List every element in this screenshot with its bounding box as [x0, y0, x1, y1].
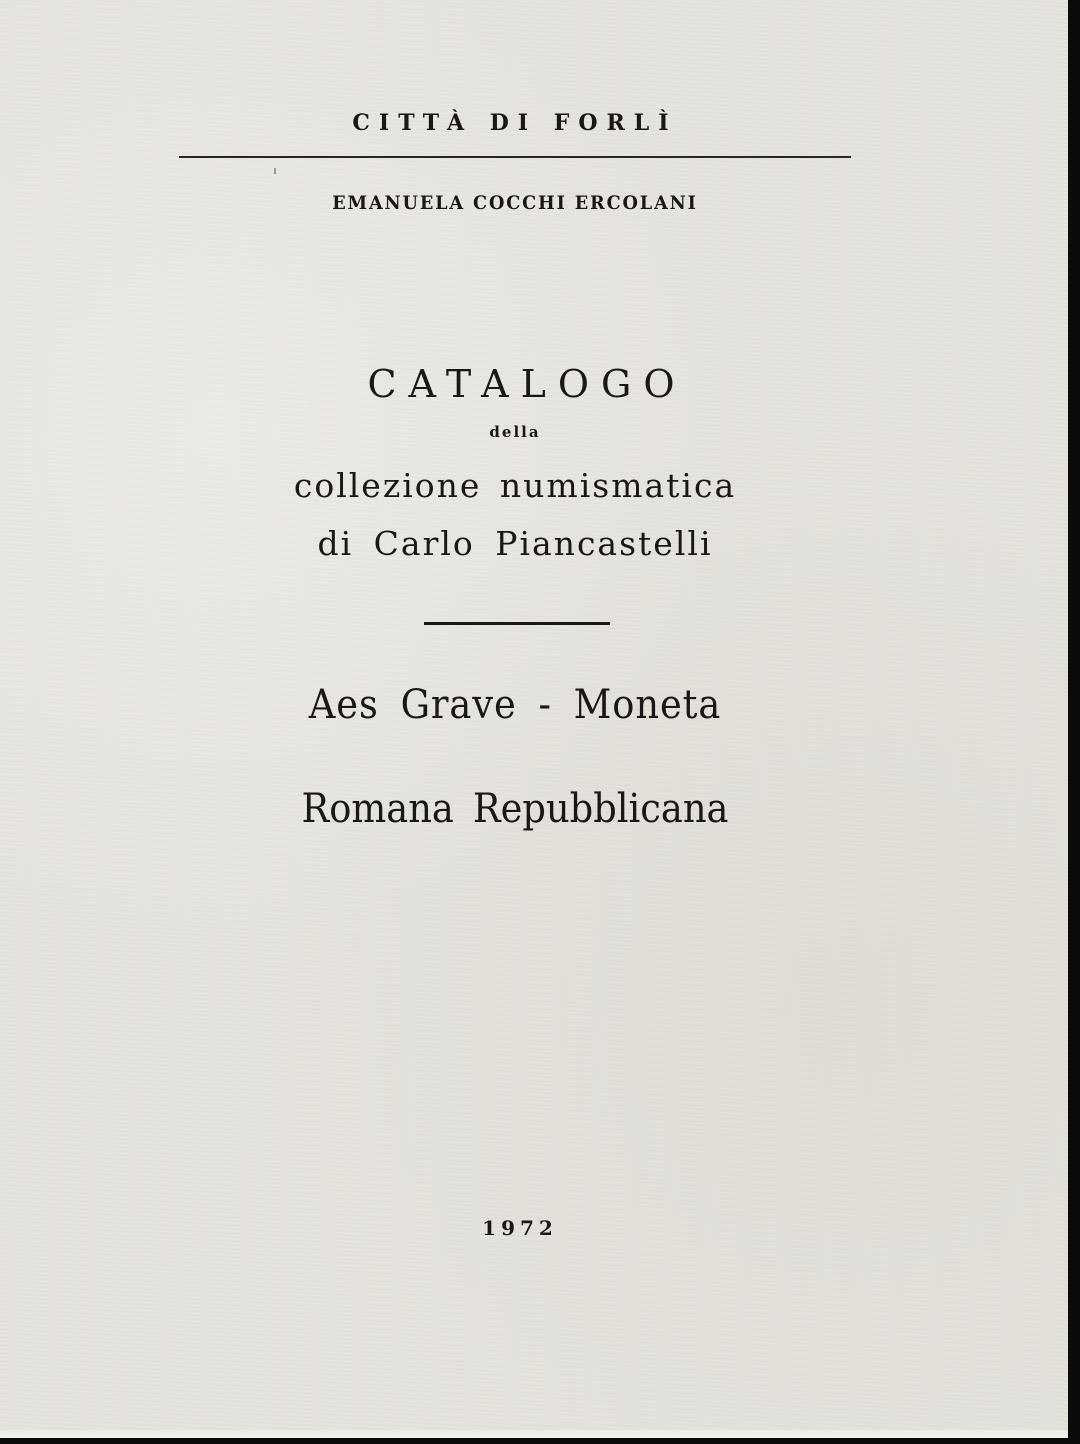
title-main: CATALOGO	[367, 362, 687, 406]
title-connector: della	[489, 423, 541, 441]
subtitle-line-1: Aes Grave - Moneta	[308, 682, 722, 728]
paper-speck	[274, 168, 276, 174]
page-bottom-edge	[0, 1430, 1068, 1438]
subtitle-line-2: Romana Repubblicana	[301, 786, 729, 832]
title-line-1: collezione numismatica	[293, 466, 737, 505]
top-divider	[179, 156, 851, 158]
publication-year: 1972	[482, 1216, 558, 1240]
middle-divider	[424, 622, 610, 625]
author-name: EMANUELA COCCHI ERCOLANI	[332, 192, 698, 214]
publisher-city: CITTÀ DI FORLÌ	[352, 110, 678, 136]
title-line-2: di Carlo Piancastelli	[317, 524, 713, 563]
